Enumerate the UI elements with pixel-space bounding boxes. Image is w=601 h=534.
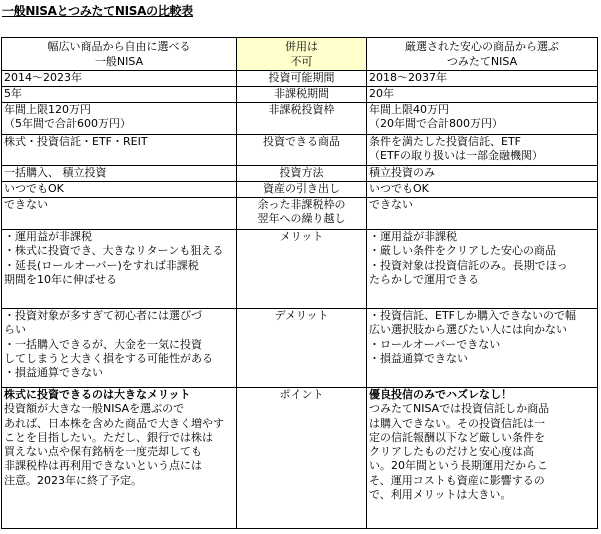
cell-line: らい xyxy=(4,323,26,337)
cell-line: で、利用メリットは大きい。 xyxy=(369,488,512,502)
tsumitate-nisa-cell xyxy=(367,309,598,388)
cell-line: 20年 xyxy=(369,87,394,100)
general-nisa-cell xyxy=(2,135,237,166)
row-label-cell xyxy=(237,135,367,166)
cell-line: ・投資対象は投資信託のみ。長期でほっ xyxy=(369,258,568,272)
header-tsumitate-line: つみたてNISA xyxy=(446,55,518,68)
cell-line: （20年間で合計800万円） xyxy=(369,117,503,131)
header-middle-line: 併用は xyxy=(285,40,318,53)
tsumitate-nisa-cell xyxy=(367,388,598,529)
cell-line: 広い選択肢から選びたい人には向かない xyxy=(369,323,567,337)
cell-line: 投資可能期間 xyxy=(268,71,335,84)
cell-line: してしまうと大きく損をする可能性がある xyxy=(4,351,213,365)
cell-line: 年間上限40万円 xyxy=(369,103,449,116)
cell-line: 非課税期間 xyxy=(274,87,329,100)
cell-line: ・損益通算できない xyxy=(369,351,468,365)
cell-line: ・投資信託、ETFしか購入できないので幅 xyxy=(369,309,576,322)
cell-line: できない xyxy=(4,198,48,211)
tsumitate-nisa-cell xyxy=(367,135,598,166)
cell-line: 非課税投資枠 xyxy=(268,103,335,116)
header-middle-line: 不可 xyxy=(290,55,313,68)
row-label-cell xyxy=(237,103,367,135)
tsumitate-nisa-cell xyxy=(367,103,598,135)
cell-line: （ETFの取り扱いは一部金融機関） xyxy=(369,149,543,163)
cell-line: ・株式に投資でき、大きなリターンも狙える xyxy=(4,244,224,258)
tsumitate-nisa-cell xyxy=(367,166,598,182)
cell-line: ・厳しい条件をクリアした安心の商品 xyxy=(369,244,556,258)
page-title: 一般NISAとつみたてNISAの比較表 xyxy=(2,4,193,18)
cell-line: ・一括購入できるが、大金を一気に投資 xyxy=(4,337,202,351)
cell-line: 買えない点や保有銘柄を一度売却しても xyxy=(4,445,202,459)
header-combined-use xyxy=(237,38,367,71)
row-label-cell xyxy=(237,87,367,103)
cell-line: いつでもOK xyxy=(369,182,429,195)
cell-line: 定の信託報酬以下など厳しい条件を xyxy=(369,430,545,444)
header-row xyxy=(2,38,598,71)
header-tsumitate-line: 厳選された安心の商品から選ぶ xyxy=(405,40,559,53)
table-row xyxy=(2,166,598,182)
table-row xyxy=(2,135,598,166)
comparison-table xyxy=(1,37,598,529)
cell-line: 投資できる商品 xyxy=(263,135,340,148)
cell-line: は購入できない。その投資信託は一 xyxy=(369,416,545,430)
cell-line: 投資方法 xyxy=(279,166,324,179)
cell-line: クリアしたものだけと安心度は高 xyxy=(369,445,534,459)
row-label-cell xyxy=(237,166,367,182)
row-label-cell xyxy=(237,71,367,87)
cell-line: 年間上限120万円 xyxy=(4,103,91,116)
cell-line: メリット xyxy=(279,230,324,243)
cell-line: （5年間で合計600万円） xyxy=(4,117,131,131)
cell-line: 2014～2023年 xyxy=(4,71,82,84)
cell-line: 余った非課税枠の xyxy=(257,198,346,211)
cell-line: 資産の引き出し xyxy=(263,182,340,195)
cell-line: たらかしで運用できる xyxy=(369,272,479,286)
table-row xyxy=(2,230,598,309)
table-row xyxy=(2,182,598,198)
cell-line: 翌年への繰り越し xyxy=(257,212,346,226)
cell-line: 5年 xyxy=(4,87,22,100)
header-general-line: 一般NISA xyxy=(94,55,144,68)
cell-line: ポイント xyxy=(279,388,324,401)
tsumitate-nisa-cell xyxy=(367,182,598,198)
table-row xyxy=(2,71,598,87)
general-nisa-cell xyxy=(2,388,237,529)
tsumitate-nisa-cell xyxy=(367,87,598,103)
cell-line: 条件を満たした投資信託、ETF xyxy=(369,135,521,148)
cell-line: ・運用益が非課税 xyxy=(4,230,92,243)
general-nisa-cell xyxy=(2,309,237,388)
general-nisa-cell xyxy=(2,230,237,309)
cell-line: ・運用益が非課税 xyxy=(369,230,457,243)
cell-line: いつでもOK xyxy=(4,182,64,195)
row-label-cell xyxy=(237,388,367,529)
cell-line: 2018～2037年 xyxy=(369,71,447,84)
cell-line: できない xyxy=(369,198,413,211)
header-general-nisa xyxy=(2,38,237,71)
general-nisa-cell xyxy=(2,182,237,198)
row-label-cell xyxy=(237,182,367,198)
table-row xyxy=(2,103,598,135)
cell-line: デメリット xyxy=(274,309,329,322)
table-row xyxy=(2,87,598,103)
tsumitate-nisa-cell xyxy=(367,71,598,87)
table-row xyxy=(2,309,598,388)
header-general-line: 幅広い商品から自由に選べる xyxy=(47,40,191,53)
general-nisa-cell xyxy=(2,198,237,230)
general-nisa-cell xyxy=(2,71,237,87)
tsumitate-point-heading: 優良投信のみでハズレなし！ xyxy=(369,388,512,401)
cell-line: 期間を10年に伸ばせる xyxy=(4,272,117,286)
cell-line: ・損益通算できない xyxy=(4,366,103,380)
table-row xyxy=(2,198,598,230)
general-nisa-cell xyxy=(2,103,237,135)
cell-line: ・ロールオーバーできない xyxy=(369,337,501,351)
row-label-cell xyxy=(237,309,367,388)
general-point-heading: 株式に投資できるのは大きなメリット xyxy=(4,388,191,401)
cell-line: ・延長(ロールオーバー)をすれば非課税 xyxy=(4,258,199,272)
cell-line: い。20年間という長期運用だからこ xyxy=(369,459,548,473)
cell-line: 一括購入、 積立投資 xyxy=(4,166,107,179)
cell-line: つみたてNISAでは投資信託しか商品 xyxy=(369,402,550,416)
tsumitate-nisa-cell xyxy=(367,198,598,230)
cell-line: ・投資対象が多すぎて初心者には選びづ xyxy=(4,309,202,322)
cell-line: 積立投資のみ xyxy=(369,166,435,179)
general-nisa-cell xyxy=(2,166,237,182)
general-nisa-cell xyxy=(2,87,237,103)
cell-line: ことを目指したい。ただし、銀行では株は xyxy=(4,430,213,444)
row-label-cell xyxy=(237,198,367,230)
row-label-cell xyxy=(237,230,367,309)
header-tsumitate-nisa xyxy=(367,38,598,71)
cell-line: 投資額が大きな一般NISAを選ぶので xyxy=(4,402,185,416)
cell-line: そ、運用コストも資産に影響するの xyxy=(369,473,545,487)
cell-line: 注意。2023年に終了予定。 xyxy=(4,473,142,487)
table-row xyxy=(2,388,598,529)
tsumitate-nisa-cell xyxy=(367,230,598,309)
cell-line: 非課税枠は再利用できないという点には xyxy=(4,459,202,473)
cell-line: 株式・投資信託・ETF・REIT xyxy=(4,135,148,148)
cell-line: あれば、日本株を含めた商品で大きく増やす xyxy=(4,416,224,430)
